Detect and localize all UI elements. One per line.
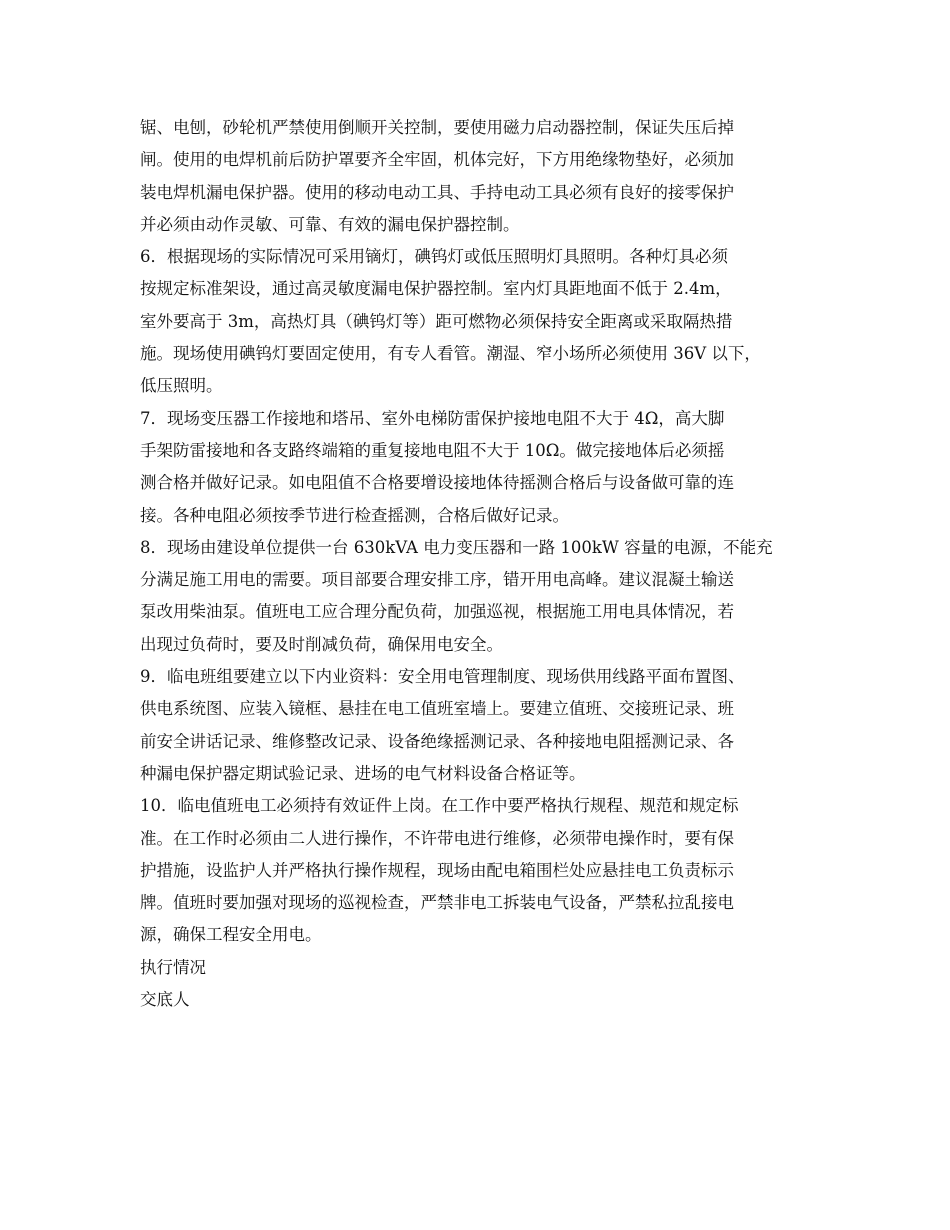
text-line: 9．临电班组要建立以下内业资料：安全用电管理制度、现场供用线路平面布置图、	[140, 667, 745, 687]
text-line: 护措施，设监护人并严格执行操作规程，现场由配电箱围栏处应悬挂电工负责标示	[140, 860, 734, 880]
text-line: 出现过负荷时，要及时削减负荷，确保用电安全。	[140, 634, 503, 654]
text-line: 闸。使用的电焊机前后防护罩要齐全牢固，机体完好，下方用绝缘物垫好，必须加	[140, 150, 734, 170]
text-line: 6．根据现场的实际情况可采用镝灯，碘钨灯或低压照明灯具照明。各种灯具必须	[140, 247, 728, 267]
text-line: 牌。值班时要加强对现场的巡视检查，严禁非电工拆装电气设备，严禁私拉乱接电	[140, 893, 734, 913]
text-line: 测合格并做好记录。如电阻值不合格要增设接地体待摇测合格后与设备做可靠的连	[140, 473, 734, 493]
text-line: 泵改用柴油泵。值班电工应合理分配负荷，加强巡视，根据施工用电具体情况，若	[140, 602, 734, 622]
text-line: 源，确保工程安全用电。	[140, 925, 322, 945]
text-line: 装电焊机漏电保护器。使用的移动电动工具、手持电动工具必须有良好的接零保护	[140, 182, 734, 202]
document-body	[140, 112, 820, 1016]
text-line: 按规定标准架设，通过高灵敏度漏电保护器控制。室内灯具距地面不低于 2.4m，	[140, 279, 732, 299]
text-line: 施。现场使用碘钨灯要固定使用，有专人看管。潮湿、窄小场所必须使用 36V 以下，	[140, 344, 761, 364]
presenter-label: 交底人	[140, 990, 190, 1010]
text-line: 室外要高于 3m，高热灯具（碘钨灯等）距可燃物必须保持安全距离或采取隔热措	[140, 311, 733, 331]
text-line: 手架防雷接地和各支路终端箱的重复接地电阻不大于 10Ω。做完接地体后必须摇	[140, 440, 725, 460]
text-line: 低压照明。	[140, 376, 223, 396]
text-line: 供电系统图、应装入镜框、悬挂在电工值班室墙上。要建立值班、交接班记录、班	[140, 699, 734, 719]
text-line: 准。在工作时必须由二人进行操作，不许带电进行维修，必须带电操作时，要有保	[140, 828, 734, 848]
text-line: 锯、电刨，砂轮机严禁使用倒顺开关控制，要使用磁力启动器控制，保证失压后掉	[140, 118, 734, 137]
text-line: 前安全讲话记录、维修整改记录、设备绝缘摇测记录、各种接地电阻摇测记录、各	[140, 731, 734, 751]
text-line: 7．现场变压器工作接地和塔吊、室外电梯防雷保护接地电阻不大于 4Ω，高大脚	[140, 408, 725, 428]
text-line: 接。各种电阻必须按季节进行检查摇测，合格后做好记录。	[140, 505, 569, 525]
execution-label: 执行情况	[140, 957, 206, 977]
text-line: 8．现场由建设单位提供一台 630kVA 电力变压器和一路 100kW 容量的电源，不能充	[140, 537, 773, 557]
text-line: 10．临电值班电工必须持有效证件上岗。在工作中要严格执行规程、规范和规定标	[140, 796, 739, 816]
text-line: 并必须由动作灵敏、可靠、有效的漏电保护器控制。	[140, 214, 520, 234]
text-line: 种漏电保护器定期试验记录、进场的电气材料设备合格证等。	[140, 763, 586, 783]
text-line: 分满足施工用电的需要。项目部要合理安排工序，错开用电高峰。建议混凝土输送	[140, 570, 734, 590]
